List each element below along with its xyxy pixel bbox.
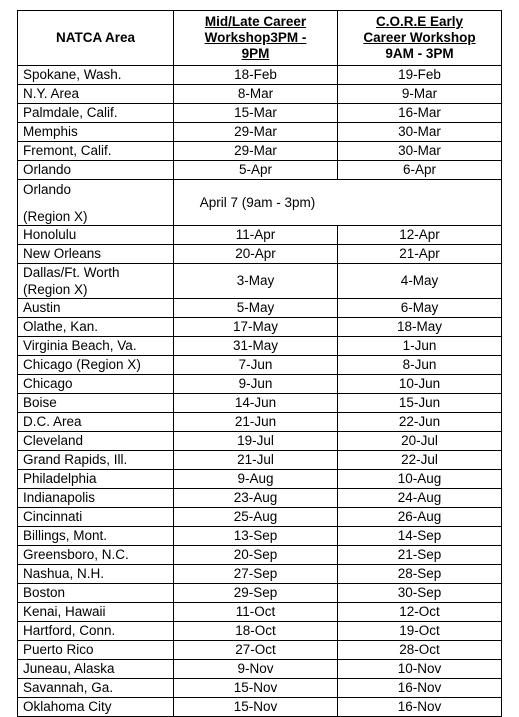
core-date-cell: 16-Mar	[338, 104, 502, 123]
combined-date-text: April 7 (9am - 3pm)	[199, 194, 316, 210]
midlate-date-cell: 20-Apr	[174, 245, 338, 264]
midlate-date-cell: 9-Aug	[174, 470, 338, 489]
midlate-date-cell: 25-Aug	[174, 508, 338, 527]
area-cell: Orlando	[18, 161, 174, 180]
table-row	[18, 584, 502, 603]
core-date-cell: 6-Apr	[338, 161, 502, 180]
midlate-date-cell: 29-Sep	[174, 584, 338, 603]
area-cell: Chicago	[18, 375, 174, 394]
table-row	[18, 432, 502, 451]
table-row-dallas	[18, 264, 502, 299]
midlate-date-cell: 18-Feb	[174, 66, 338, 85]
table-row	[18, 318, 502, 337]
table-row	[18, 66, 502, 85]
area-cell: Indianapolis	[18, 489, 174, 508]
area-cell: Billings, Mont.	[18, 527, 174, 546]
core-date-cell: 26-Aug	[338, 508, 502, 527]
table-row	[18, 508, 502, 527]
midlate-date-cell: 14-Jun	[174, 394, 338, 413]
table-row	[18, 451, 502, 470]
midlate-date-cell: 29-Mar	[174, 123, 338, 142]
core-date-cell: 10-Jun	[338, 375, 502, 394]
area-cell: Fremont, Calif.	[18, 142, 174, 161]
table-row	[18, 226, 502, 245]
area-cell: Grand Rapids, Ill.	[18, 451, 174, 470]
area-cell: Oklahoma City	[18, 698, 174, 717]
midlate-date-cell: 11-Oct	[174, 603, 338, 622]
table-row	[18, 104, 502, 123]
table-row	[18, 546, 502, 565]
midlate-date-cell: 23-Aug	[174, 489, 338, 508]
table-row	[18, 245, 502, 264]
core-date-cell: 30-Sep	[338, 584, 502, 603]
table-row	[18, 679, 502, 698]
area-cell: Virginia Beach, Va.	[18, 337, 174, 356]
table-row-orlando-region-x	[18, 180, 502, 226]
area-cell: Olathe, Kan.	[18, 318, 174, 337]
core-date-cell: 1-Jun	[338, 337, 502, 356]
header-core-line2: Career Workshop	[363, 30, 476, 45]
core-date-cell: 9-Mar	[338, 85, 502, 104]
table-row	[18, 698, 502, 717]
core-date-cell: 19-Oct	[338, 622, 502, 641]
core-date-cell: 30-Mar	[338, 142, 502, 161]
workshop-schedule-table	[17, 10, 502, 717]
area-cell: Savannah, Ga.	[18, 679, 174, 698]
midlate-date-cell: 3-May	[174, 264, 338, 299]
area-cell: Boston	[18, 584, 174, 603]
table-row	[18, 489, 502, 508]
area-cell: Cleveland	[18, 432, 174, 451]
area-cell: Cincinnati	[18, 508, 174, 527]
core-date-cell: 22-Jul	[338, 451, 502, 470]
header-midlate-line3: 9PM	[241, 46, 270, 61]
area-cell: Puerto Rico	[18, 641, 174, 660]
core-date-cell: 19-Feb	[338, 66, 502, 85]
area-cell: Philadelphia	[18, 470, 174, 489]
area-cell: Boise	[18, 394, 174, 413]
core-date-cell: 18-May	[338, 318, 502, 337]
area-cell: Memphis	[18, 123, 174, 142]
core-date-cell: 30-Mar	[338, 123, 502, 142]
area-cell: Nashua, N.H.	[18, 565, 174, 584]
core-date-cell: 16-Nov	[338, 698, 502, 717]
area-cell: Juneau, Alaska	[18, 660, 174, 679]
area-line1: Dallas/Ft. Worth	[23, 265, 120, 280]
core-date-cell: 22-Jun	[338, 413, 502, 432]
midlate-date-cell: 9-Nov	[174, 660, 338, 679]
area-cell: Hartford, Conn.	[18, 622, 174, 641]
header-natca-area: NATCA Area	[18, 11, 174, 66]
core-date-cell: 14-Sep	[338, 527, 502, 546]
core-date-cell: 21-Apr	[338, 245, 502, 264]
table-row	[18, 470, 502, 489]
midlate-date-cell: 13-Sep	[174, 527, 338, 546]
midlate-date-cell: 21-Jul	[174, 451, 338, 470]
midlate-date-cell: 31-May	[174, 337, 338, 356]
table-row	[18, 161, 502, 180]
midlate-date-cell: 15-Mar	[174, 104, 338, 123]
midlate-date-cell: 15-Nov	[174, 698, 338, 717]
midlate-date-cell: 29-Mar	[174, 142, 338, 161]
midlate-date-cell: 20-Sep	[174, 546, 338, 565]
table-row	[18, 394, 502, 413]
area-cell: Austin	[18, 299, 174, 318]
midlate-date-cell: 7-Jun	[174, 356, 338, 375]
table-row	[18, 299, 502, 318]
table-row	[18, 356, 502, 375]
header-core-line3: 9AM - 3PM	[385, 46, 454, 61]
table-row	[18, 375, 502, 394]
header-row	[18, 11, 502, 66]
area-cell: Palmdale, Calif.	[18, 104, 174, 123]
table-row	[18, 123, 502, 142]
core-date-cell: 28-Sep	[338, 565, 502, 584]
area-cell: Chicago (Region X)	[18, 356, 174, 375]
area-cell: Honolulu	[18, 226, 174, 245]
core-date-cell: 21-Sep	[338, 546, 502, 565]
midlate-date-cell: 11-Apr	[174, 226, 338, 245]
area-cell: N.Y. Area	[18, 85, 174, 104]
core-date-cell: 4-May	[338, 264, 502, 299]
header-core-early-career	[338, 11, 502, 66]
table-row	[18, 660, 502, 679]
table-row	[18, 527, 502, 546]
table-row	[18, 85, 502, 104]
core-date-cell: 28-Oct	[338, 641, 502, 660]
midlate-date-cell: 8-Mar	[174, 85, 338, 104]
table-row	[18, 413, 502, 432]
midlate-date-cell: 15-Nov	[174, 679, 338, 698]
core-date-cell: 12-Apr	[338, 226, 502, 245]
table-row	[18, 622, 502, 641]
core-date-cell: 16-Nov	[338, 679, 502, 698]
core-date-cell: 10-Aug	[338, 470, 502, 489]
core-date-cell: 8-Jun	[338, 356, 502, 375]
area-cell	[18, 180, 174, 226]
table-row	[18, 142, 502, 161]
midlate-date-cell: 27-Sep	[174, 565, 338, 584]
area-cell: Kenai, Hawaii	[18, 603, 174, 622]
core-date-cell: 15-Jun	[338, 394, 502, 413]
area-cell: Greensboro, N.C.	[18, 546, 174, 565]
midlate-date-cell: 9-Jun	[174, 375, 338, 394]
midlate-date-cell: 5-May	[174, 299, 338, 318]
area-line2: (Region X)	[23, 282, 88, 297]
area-line1: Orlando	[23, 182, 72, 197]
area-cell	[18, 264, 174, 299]
area-cell: D.C. Area	[18, 413, 174, 432]
core-date-cell: 24-Aug	[338, 489, 502, 508]
midlate-date-cell: 19-Jul	[174, 432, 338, 451]
table-row	[18, 603, 502, 622]
combined-date-cell	[174, 180, 502, 226]
midlate-date-cell: 17-May	[174, 318, 338, 337]
area-line2: (Region X)	[23, 209, 88, 224]
table-row	[18, 641, 502, 660]
area-cell: Spokane, Wash.	[18, 66, 174, 85]
core-date-cell: 10-Nov	[338, 660, 502, 679]
core-date-cell: 12-Oct	[338, 603, 502, 622]
header-midlate-career	[174, 11, 338, 66]
header-core-line1: C.O.R.E Early	[375, 14, 464, 29]
midlate-date-cell: 5-Apr	[174, 161, 338, 180]
core-date-cell: 6-May	[338, 299, 502, 318]
table-row	[18, 565, 502, 584]
midlate-date-cell: 27-Oct	[174, 641, 338, 660]
midlate-date-cell: 21-Jun	[174, 413, 338, 432]
header-midlate-line2: Workshop3PM -	[204, 30, 307, 45]
core-date-cell: 20-Jul	[338, 432, 502, 451]
table-row	[18, 337, 502, 356]
header-midlate-line1: Mid/Late Career	[204, 14, 307, 29]
area-cell: New Orleans	[18, 245, 174, 264]
midlate-date-cell: 18-Oct	[174, 622, 338, 641]
